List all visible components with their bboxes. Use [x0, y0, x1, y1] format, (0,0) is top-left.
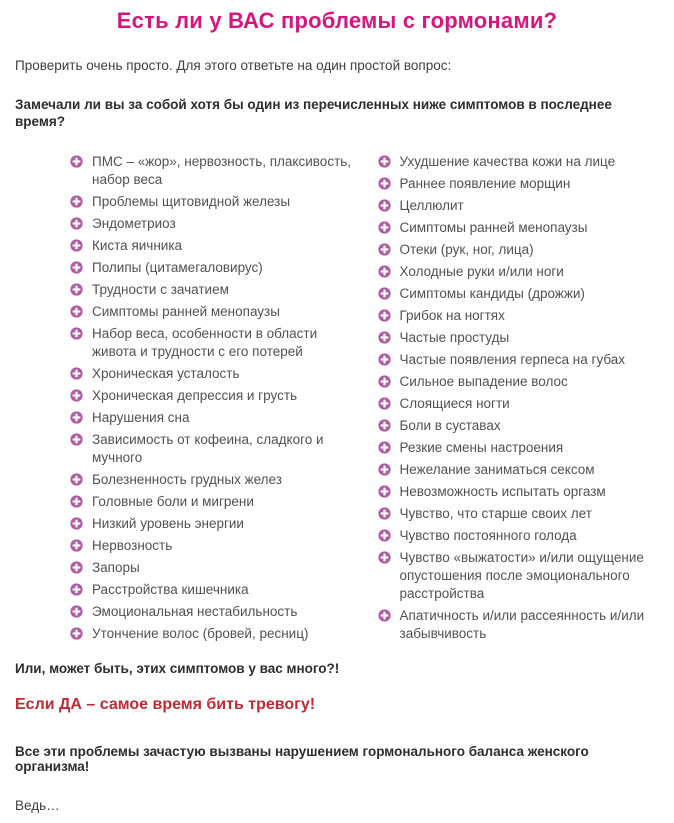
plus-circle-icon: [378, 551, 391, 564]
plus-circle-icon: [70, 495, 83, 508]
list-item: [378, 263, 660, 281]
list-item: [70, 325, 352, 361]
list-item: [70, 215, 352, 233]
symptom-label: Невозможность испытать оргазм: [399, 483, 606, 499]
symptom-label: Слоящиеся ногти: [399, 395, 510, 411]
list-item: [70, 625, 352, 643]
list-item: [378, 461, 660, 479]
plus-circle-icon: [70, 305, 83, 318]
list-item: [378, 351, 660, 369]
list-item: [70, 559, 352, 577]
symptom-label: Чувство, что старше своих лет: [399, 505, 592, 521]
list-item: [70, 153, 352, 189]
symptom-label: Апатичность и/или рассеянность и/или забывчивость: [399, 607, 645, 641]
list-item: [378, 549, 660, 603]
symptom-label: Низкий уровень энергии: [92, 515, 244, 531]
plus-circle-icon: [70, 283, 83, 296]
list-item: [378, 373, 660, 391]
outro-paragraph: Или, может быть, этих симптомов у вас много?!: [15, 660, 340, 676]
plus-circle-icon: [378, 397, 391, 410]
plus-circle-icon: [70, 517, 83, 530]
list-item: [378, 527, 660, 545]
list-item: [378, 329, 660, 347]
list-item: [70, 387, 352, 405]
alert-paragraph: Если ДА – самое время бить тревогу!: [15, 695, 316, 713]
plus-circle-icon: [378, 243, 391, 256]
plus-circle-icon: [378, 221, 391, 234]
symptom-label: Набор веса, особенности в области живота и трудности с его потерей: [92, 325, 318, 359]
symptom-label: Головные боли и мигрени: [92, 493, 254, 509]
trailing-paragraph: Ведь…: [15, 797, 60, 813]
plus-circle-icon: [378, 463, 391, 476]
list-item: [378, 505, 660, 523]
symptom-label: Целлюлит: [399, 197, 464, 213]
plus-circle-icon: [70, 389, 83, 402]
symptom-label: Ухудшение качества кожи на лице: [399, 153, 616, 169]
list-item: [70, 303, 352, 321]
list-item: [378, 175, 660, 193]
plus-circle-icon: [378, 287, 391, 300]
symptom-label: Киста яичника: [92, 237, 183, 253]
plus-circle-icon: [70, 367, 83, 380]
symptom-label: Эмоциональная нестабильность: [92, 603, 298, 619]
symptom-label: Проблемы щитовидной железы: [92, 193, 291, 209]
plus-circle-icon: [378, 353, 391, 366]
list-item: [378, 483, 660, 501]
list-item: [378, 307, 660, 325]
symptom-label: Симптомы ранней менопаузы: [399, 219, 588, 235]
plus-circle-icon: [378, 265, 391, 278]
list-item: [378, 285, 660, 303]
plus-circle-icon: [378, 609, 391, 622]
plus-circle-icon: [378, 507, 391, 520]
list-item: [70, 515, 352, 533]
intro-paragraph: Проверить очень просто. Для этого ответьте на один простой вопрос:: [15, 58, 452, 73]
question-paragraph: Замечали ли вы за собой хотя бы один из перечисленных ниже симптомов в последнее время?: [15, 96, 612, 129]
list-item: [70, 237, 352, 255]
symptom-label: Запоры: [92, 559, 140, 575]
plus-circle-icon: [378, 441, 391, 454]
symptom-label: Симптомы кандиды (дрожжи): [399, 285, 585, 301]
symptom-label: Резкие смены настроения: [399, 439, 564, 455]
plus-circle-icon: [70, 605, 83, 618]
symptom-label: Полипы (цитамегаловирус): [92, 259, 263, 275]
plus-circle-icon: [70, 473, 83, 486]
plus-circle-icon: [378, 529, 391, 542]
list-item: [70, 409, 352, 427]
symptom-label: Раннее появление морщин: [399, 175, 571, 191]
plus-circle-icon: [378, 419, 391, 432]
symptom-label: Болезненность грудных желез: [92, 471, 282, 487]
symptom-label: Частые простуды: [399, 329, 510, 345]
symptom-list-right: [378, 153, 660, 647]
list-item: [378, 197, 660, 215]
plus-circle-icon: [378, 485, 391, 498]
plus-circle-icon: [70, 411, 83, 424]
symptom-label: Нарушения сна: [92, 409, 190, 425]
plus-circle-icon: [70, 561, 83, 574]
list-item: [70, 193, 352, 211]
plus-circle-icon: [378, 177, 391, 190]
plus-circle-icon: [378, 309, 391, 322]
plus-circle-icon: [70, 539, 83, 552]
list-item: [70, 259, 352, 277]
symptom-label: Грибок на ногтях: [399, 307, 505, 323]
symptom-label: Холодные руки и/или ноги: [399, 263, 564, 279]
plus-circle-icon: [70, 195, 83, 208]
page-title: Есть ли у ВАС проблемы с гормонами?: [116, 8, 558, 33]
symptom-label: Чувство «выжатости» и/или ощущение опустошения после эмоционального расстройства: [399, 549, 644, 601]
symptom-label: ПМС – «жор», нервозность, плаксивость, набор веса: [92, 153, 352, 187]
symptom-label: Отеки (рук, ног, лица): [399, 241, 534, 257]
list-item: [70, 471, 352, 489]
plus-circle-icon: [70, 433, 83, 446]
symptom-label: Зависимость от кофеина, сладкого и мучного: [92, 431, 324, 465]
symptom-label: Эндометриоз: [92, 215, 176, 231]
symptom-label: Чувство постоянного голода: [399, 527, 577, 543]
plus-circle-icon: [378, 331, 391, 344]
plus-circle-icon: [70, 239, 83, 252]
symptom-label: Сильное выпадение волос: [399, 373, 568, 389]
symptom-label: Боли в суставах: [399, 417, 501, 433]
conclusion-paragraph: Все эти проблемы зачастую вызваны нарушением гормонального баланса женского организма!: [15, 743, 589, 774]
symptom-label: Нервозность: [92, 537, 173, 553]
list-item: [70, 493, 352, 511]
symptom-label: Частые появления герпеса на губах: [399, 351, 626, 367]
plus-circle-icon: [70, 327, 83, 340]
symptom-label: Нежелание заниматься сексом: [399, 461, 595, 477]
list-item: [378, 241, 660, 259]
list-item: [378, 395, 660, 413]
symptom-columns: [70, 153, 659, 647]
symptom-label: Хроническая усталость: [92, 365, 240, 381]
symptom-list-left: [70, 153, 352, 647]
list-item: [70, 537, 352, 555]
list-item: [378, 219, 660, 237]
list-item: [378, 439, 660, 457]
symptom-label: Трудности с зачатием: [92, 281, 229, 297]
list-item: [378, 607, 660, 643]
plus-circle-icon: [378, 375, 391, 388]
list-item: [378, 153, 660, 171]
list-item: [70, 603, 352, 621]
plus-circle-icon: [378, 199, 391, 212]
symptom-label: Хроническая депрессия и грусть: [92, 387, 298, 403]
list-item: [70, 581, 352, 599]
plus-circle-icon: [70, 627, 83, 640]
plus-circle-icon: [70, 261, 83, 274]
symptom-label: Расстройства кишечника: [92, 581, 249, 597]
plus-circle-icon: [70, 155, 83, 168]
plus-circle-icon: [70, 583, 83, 596]
list-item: [70, 431, 352, 467]
symptom-label: Утончение волос (бровей, ресниц): [92, 625, 309, 641]
symptom-label: Симптомы ранней менопаузы: [92, 303, 280, 319]
list-item: [378, 417, 660, 435]
plus-circle-icon: [70, 217, 83, 230]
plus-circle-icon: [378, 155, 391, 168]
list-item: [70, 365, 352, 383]
list-item: [70, 281, 352, 299]
